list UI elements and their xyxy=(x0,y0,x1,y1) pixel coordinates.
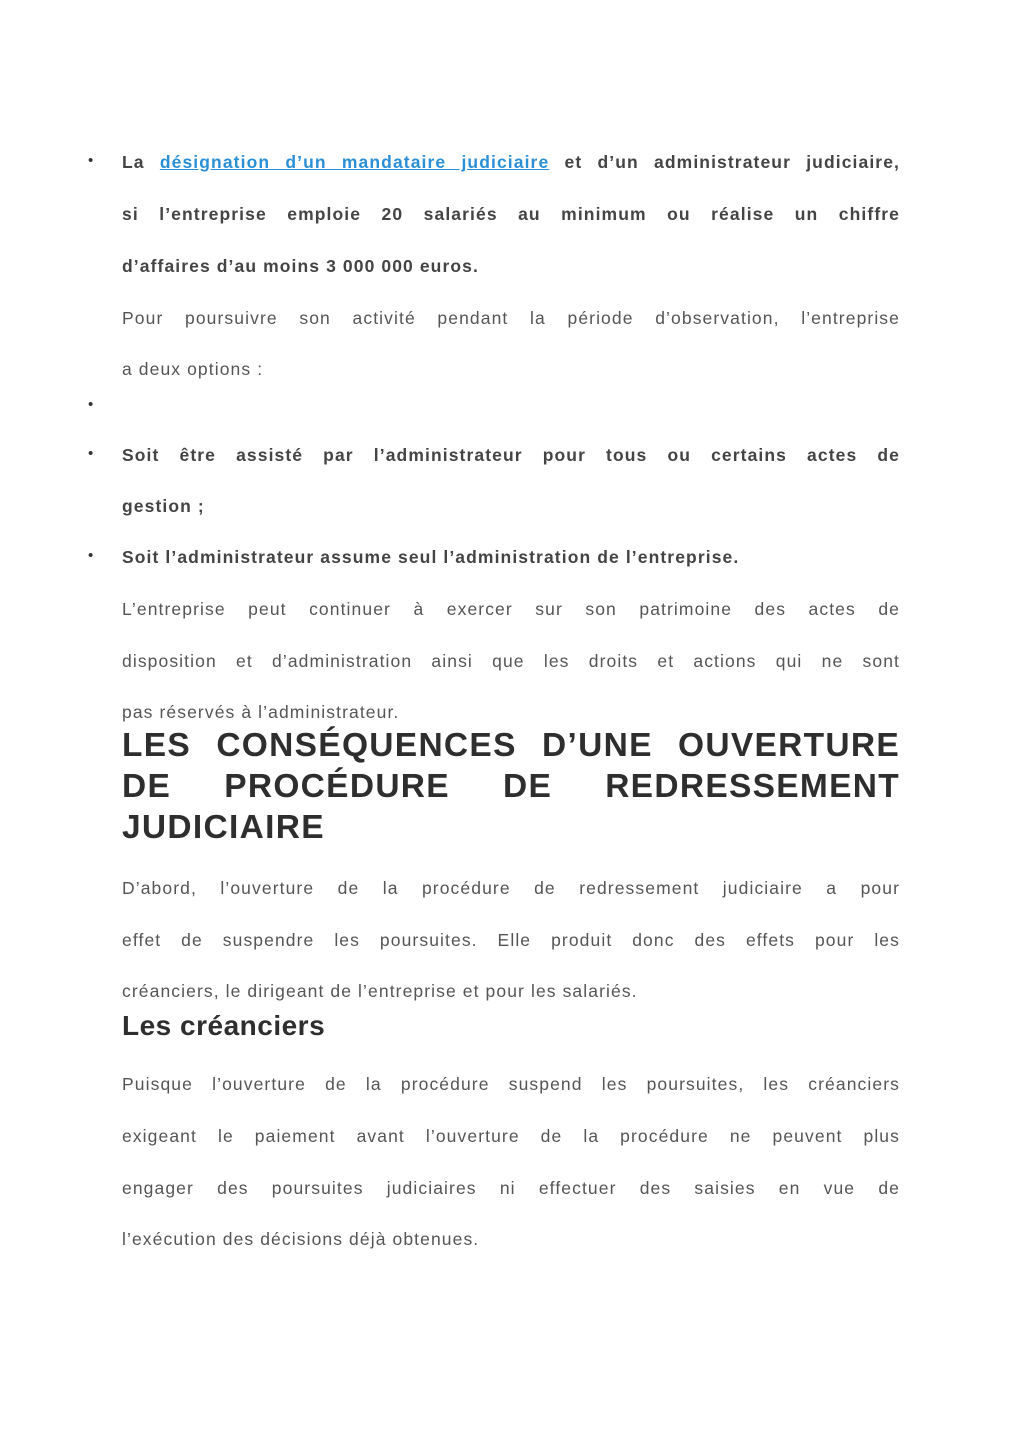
paragraph-creanciers-line2: exigeant le paiement avant l’ouverture de la procédure ne peuvent plus xyxy=(122,1126,900,1146)
section-heading-line3: JUDICIAIRE xyxy=(122,809,325,846)
section-heading-line2: DE PROCÉDURE DE REDRESSEMENT xyxy=(122,768,900,805)
paragraph-patrimoine-line1: L’entreprise peut continuer à exercer sur son patrimoine des actes de xyxy=(122,599,900,619)
item-suffix: et d’un administrateur judiciaire, xyxy=(564,152,900,172)
paragraph-options-line1: Pour poursuivre son activité pendant la période d’observation, l’entreprise xyxy=(122,308,900,328)
paragraph-patrimoine-line2: disposition et d’administration ainsi que les droits et actions qui ne sont xyxy=(122,651,900,671)
designation-mandataire-link[interactable]: désignation d’un mandataire judiciaire xyxy=(159,152,550,172)
bullet-marker: • xyxy=(88,547,94,564)
subsection-heading-creanciers: Les créanciers xyxy=(122,1010,326,1041)
list-item-designation-line2: si l’entreprise emploie 20 salariés au minimum ou réalise un chiffre xyxy=(122,204,900,224)
list-item-designation-line1 xyxy=(122,150,900,174)
paragraph-abord-line2: effet de suspendre les poursuites. Elle produit donc des effets pour les xyxy=(122,930,900,950)
paragraph-patrimoine-line3: pas réservés à l’administrateur. xyxy=(122,702,400,722)
bullet-marker: • xyxy=(88,152,94,169)
paragraph-options-line2: a deux options : xyxy=(122,359,264,379)
list-item-administrateur-seul: Soit l’administrateur assume seul l’administration de l’entreprise. xyxy=(122,547,740,567)
list-item-designation-line3: d’affaires d’au moins 3 000 000 euros. xyxy=(122,256,479,276)
item-prefix: La xyxy=(122,152,145,172)
paragraph-creanciers-line3: engager des poursuites judiciaires ni effectuer des saisies en vue de xyxy=(122,1178,900,1198)
paragraph-creanciers-line4: l’exécution des décisions déjà obtenues. xyxy=(122,1229,480,1249)
paragraph-abord-line1: D’abord, l’ouverture de la procédure de redressement judiciaire a pour xyxy=(122,878,900,898)
list-item-assiste-line2: gestion ; xyxy=(122,496,205,516)
bullet-marker: • xyxy=(88,445,94,462)
bullet-marker: • xyxy=(88,396,94,413)
list-item-assiste-line1: Soit être assisté par l’administrateur pour tous ou certains actes de xyxy=(122,445,900,465)
paragraph-abord-line3: créanciers, le dirigeant de l’entreprise et pour les salariés. xyxy=(122,981,638,1001)
section-heading-line1: LES CONSÉQUENCES D’UNE OUVERTURE xyxy=(122,727,900,764)
paragraph-creanciers-line1: Puisque l’ouverture de la procédure suspend les poursuites, les créanciers xyxy=(122,1074,900,1094)
